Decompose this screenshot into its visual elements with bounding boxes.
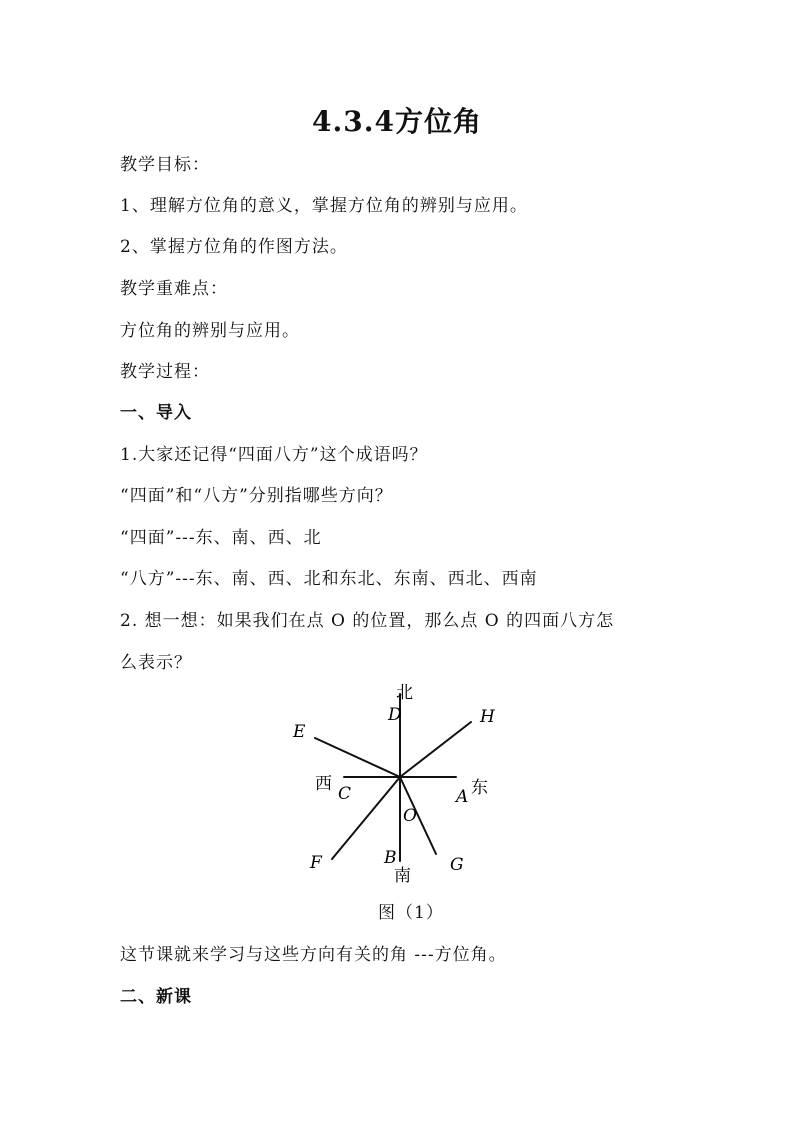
point-label-d: D bbox=[388, 705, 402, 725]
objectives-heading: 教学目标： bbox=[120, 155, 210, 175]
question-1: 1.大家还记得“四面八方”这个成语吗？ bbox=[120, 445, 428, 465]
point-label-o: O bbox=[403, 806, 417, 826]
compass-figure bbox=[260, 676, 520, 916]
point-label-f: F bbox=[310, 853, 322, 873]
point-label-c: C bbox=[338, 784, 352, 804]
point-label-b: B bbox=[384, 848, 397, 868]
direction-north: 北 bbox=[396, 683, 413, 703]
summary-text: 这节课就来学习与这些方向有关的角 ---方位角。 bbox=[120, 945, 507, 965]
point-label-g: G bbox=[450, 855, 464, 875]
question-2-line-2: 么表示？ bbox=[120, 653, 192, 673]
process-heading: 教学过程： bbox=[120, 362, 210, 382]
ray-northeast-oh bbox=[400, 722, 471, 777]
section-1-heading: 一、导入 bbox=[120, 403, 192, 423]
direction-south: 南 bbox=[394, 866, 411, 886]
question-1-followup: “四面”和“八方”分别指哪些方向？ bbox=[120, 486, 393, 506]
point-label-e: E bbox=[293, 722, 306, 742]
answer-eight-directions: “八方”---东、南、西、北和东北、东南、西北、西南 bbox=[120, 569, 538, 589]
point-label-a: A bbox=[456, 787, 469, 807]
key-points-heading: 教学重难点： bbox=[120, 279, 228, 299]
direction-east: 东 bbox=[471, 778, 488, 798]
answer-four-directions: “四面”---东、南、西、北 bbox=[120, 528, 322, 548]
section-2-heading: 二、新课 bbox=[120, 987, 192, 1007]
question-2-line-1: 2. 想一想：如果我们在点 O 的位置，那么点 O 的四面八方怎 bbox=[120, 611, 615, 631]
objective-2: 2、掌握方位角的作图方法。 bbox=[120, 237, 348, 257]
objective-1: 1、理解方位角的意义，掌握方位角的辨别与应用。 bbox=[120, 196, 528, 216]
figure-caption: 图（1） bbox=[378, 903, 444, 923]
key-points-text: 方位角的辨别与应用。 bbox=[120, 321, 300, 341]
ray-northwest-oe bbox=[315, 738, 400, 777]
point-label-h: H bbox=[480, 707, 495, 727]
direction-west: 西 bbox=[315, 774, 332, 794]
page-title: 4.3.4方位角 bbox=[312, 105, 482, 138]
